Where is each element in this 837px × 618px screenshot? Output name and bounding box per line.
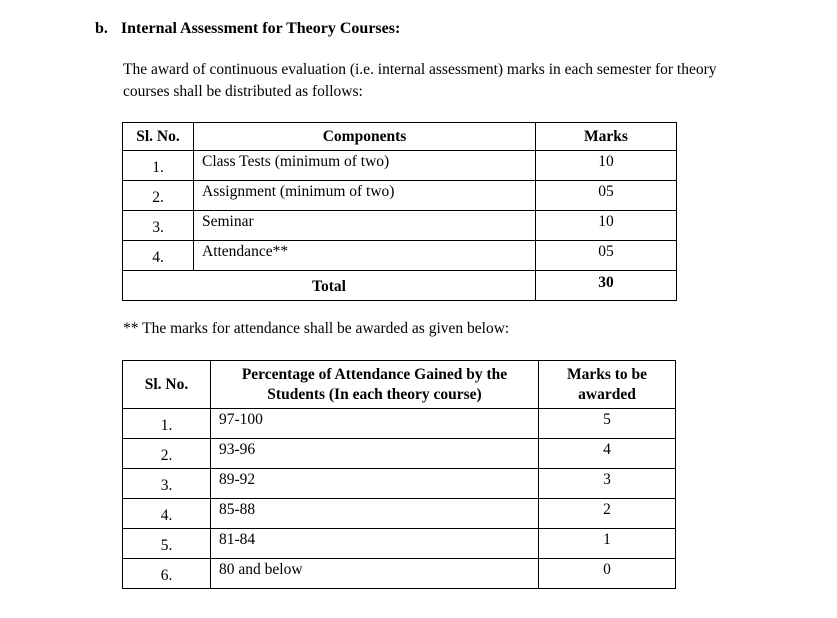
- row-component: Attendance**: [194, 241, 536, 271]
- attendance-marks-table: [122, 360, 676, 589]
- row-marks: 5: [539, 409, 676, 439]
- attendance-header-slno: Sl. No.: [123, 361, 211, 409]
- row-marks: 1: [539, 529, 676, 559]
- table-row: [123, 181, 677, 211]
- intro-paragraph: The award of continuous evaluation (i.e. internal assessment) marks in each semester for theory courses shall be distributed as follows:: [123, 61, 717, 100]
- total-label: Total: [123, 271, 536, 301]
- table-row: [123, 529, 676, 559]
- assessment-header-components: Components: [194, 123, 536, 151]
- table-row: [123, 151, 677, 181]
- row-marks: 0: [539, 559, 676, 589]
- row-marks: 3: [539, 469, 676, 499]
- assessment-header-slno: Sl. No.: [123, 123, 194, 151]
- row-percentage-range: 85-88: [211, 499, 539, 529]
- row-marks: 10: [536, 151, 677, 181]
- row-component: Seminar: [194, 211, 536, 241]
- total-marks: 30: [536, 271, 677, 301]
- section-title: Internal Assessment for Theory Courses:: [120, 20, 401, 37]
- row-marks: 05: [536, 181, 677, 211]
- section-heading: [95, 20, 400, 38]
- table-row: [123, 469, 676, 499]
- row-serial: 2.: [123, 181, 194, 211]
- table-row: [123, 241, 677, 271]
- row-serial: 6.: [123, 559, 211, 589]
- assessment-table: [122, 122, 677, 301]
- table-row: [123, 409, 676, 439]
- row-percentage-range: 80 and below: [211, 559, 539, 589]
- row-serial: 5.: [123, 529, 211, 559]
- row-percentage-range: 81-84: [211, 529, 539, 559]
- row-component: Class Tests (minimum of two): [194, 151, 536, 181]
- row-serial: 4.: [123, 499, 211, 529]
- attendance-table-header-row: [123, 361, 676, 409]
- attendance-header-percentage: Percentage of Attendance Gained by the Students (In each theory course): [211, 361, 539, 409]
- row-marks: 4: [539, 439, 676, 469]
- attendance-note: ** The marks for attendance shall be awarded as given below:: [123, 320, 510, 337]
- row-percentage-range: 97-100: [211, 409, 539, 439]
- table-row: [123, 211, 677, 241]
- row-marks: 05: [536, 241, 677, 271]
- row-percentage-range: 93-96: [211, 439, 539, 469]
- row-serial: 2.: [123, 439, 211, 469]
- assessment-table-header-row: [123, 123, 677, 151]
- attendance-header-marks: Marks to be awarded: [539, 361, 676, 409]
- total-row: [123, 271, 677, 301]
- row-serial: 1.: [123, 409, 211, 439]
- row-component: Assignment (minimum of two): [194, 181, 536, 211]
- assessment-header-marks: Marks: [536, 123, 677, 151]
- table-row: [123, 439, 676, 469]
- row-serial: 4.: [123, 241, 194, 271]
- row-marks: 10: [536, 211, 677, 241]
- row-percentage-range: 89-92: [211, 469, 539, 499]
- row-marks: 2: [539, 499, 676, 529]
- table-row: [123, 499, 676, 529]
- section-letter: b.: [95, 20, 108, 37]
- row-serial: 3.: [123, 211, 194, 241]
- table-row: [123, 559, 676, 589]
- row-serial: 3.: [123, 469, 211, 499]
- row-serial: 1.: [123, 151, 194, 181]
